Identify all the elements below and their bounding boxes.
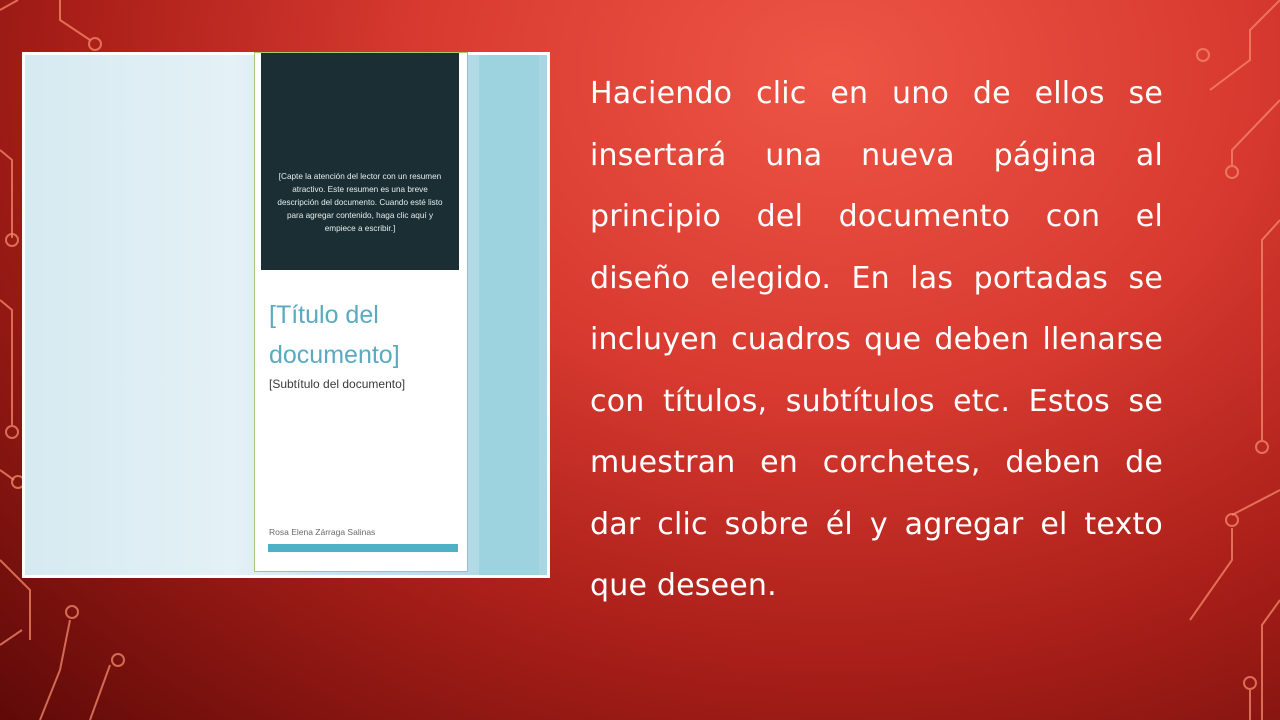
cover-author: Rosa Elena Zárraga Salinas [269, 527, 376, 537]
slide-body-text: Haciendo clic en uno de ellos se insertará una nueva página al principio del documento con el diseño elegido. En las portadas se incluyen cuadros que deben llenarse con títulos, subtítulos etc. Estos se muestran en corchetes, deben de dar clic sobre él y agregar el texto que deseen. [590, 76, 1163, 603]
cover-page-screenshot [22, 52, 550, 578]
cover-subtitle: [Subtítulo del documento] [269, 377, 406, 391]
cover-side-band [479, 55, 539, 575]
cover-abstract: [Capte la atención del lector con un resumen atractivo. Este resumen es una breve descripción del documento. Cuando esté listo para agregar contenido, haga clic aquí y empiece a escribir.] [277, 172, 443, 233]
cover-accent-bar [268, 544, 458, 552]
cover-page [254, 52, 468, 572]
cover-title: [Título del documento] [269, 301, 400, 369]
cover-dark-block [261, 53, 459, 270]
